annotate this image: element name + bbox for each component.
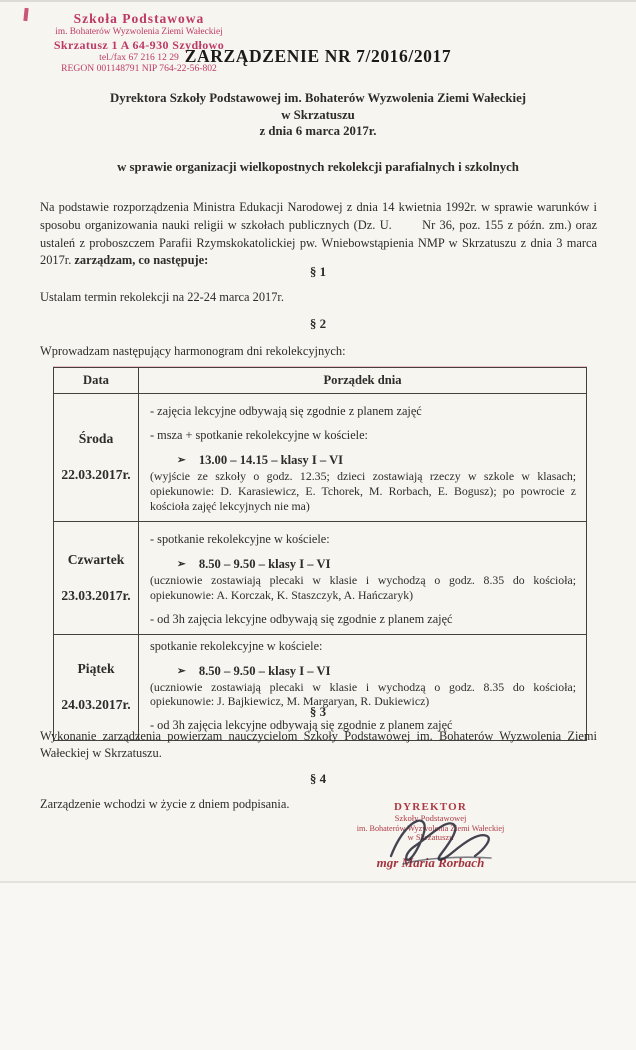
signature-name: mgr Maria Rorbach bbox=[376, 854, 485, 870]
table-row bbox=[54, 634, 587, 741]
section-text-3: Wykonanie zarządzenia powierzam nauczycielom Szkoły Podstawowej im. Bohaterów Wyzwolenia Ziemi Wałeckiej w Skrzatuszu. bbox=[40, 729, 597, 760]
header-row bbox=[54, 368, 587, 394]
stamp-school-name: Szkoła Podstawowa bbox=[73, 11, 205, 26]
section-mark-1: § 1 bbox=[309, 264, 327, 279]
signature-title: DYREKTOR bbox=[394, 801, 467, 813]
subtitle-date: z dnia 6 marca 2017r. bbox=[259, 124, 377, 139]
signature-school-line: Szkoły Podstawowej bbox=[394, 812, 467, 823]
schedule-line-time bbox=[177, 664, 576, 679]
column-header-agenda: Porządek dnia bbox=[139, 368, 587, 394]
column-header-date: Data bbox=[54, 368, 139, 394]
schedule-line-time bbox=[177, 453, 576, 468]
schedule-line-note: (wyjście ze szkoły o godz. 12.35; dzieci zostawiają rzeczy w szkole w klasach; opiekunowie: D. Karasiewicz, E. Tchorek, M. Rorbach, E. Bogusz); po powrocie z kościoła zajęć lekcyjnych nie ma) bbox=[150, 469, 576, 513]
blank-bottom-area bbox=[0, 883, 636, 1050]
day-date: 22.03.2017r. bbox=[61, 467, 131, 483]
schedule-line-plain: spotkanie rekolekcyjne w kościele: bbox=[150, 638, 323, 653]
schedule-line-time bbox=[177, 557, 576, 572]
signature-place-line: w Skrzatuszu bbox=[407, 831, 454, 842]
schedule-line-dash: - zajęcia lekcyjne odbywają się zgodnie z planem zajęć bbox=[150, 404, 422, 418]
day-date: 24.03.2017r. bbox=[61, 697, 131, 713]
time-range-text: 13.00 – 14.15 – klasy I – VI bbox=[198, 453, 344, 467]
schedule-line-dash: - od 3h zajęcia lekcyjne odbywają się zgodnie z planem zajęć bbox=[150, 718, 453, 733]
preamble-bold-text: zarządzam, co następuje: bbox=[74, 253, 209, 268]
table-row bbox=[54, 394, 587, 522]
document-subtitle bbox=[0, 90, 636, 140]
arrow-bullet-icon: ➢ bbox=[177, 558, 186, 570]
schedule-line-dash: - od 3h zajęcia lekcyjne odbywają się zgodnie z planem zajęć bbox=[150, 611, 453, 626]
stamp-address-line: Skrzatusz 1 A 64-930 Szydłowo bbox=[53, 37, 225, 52]
section-text-1: Ustalam termin rekolekcji na 22-24 marca 2017r. bbox=[40, 290, 284, 304]
section-mark-3: § 3 bbox=[309, 704, 327, 719]
schedule-table-body bbox=[54, 394, 587, 741]
schedule-table-wrap bbox=[53, 367, 587, 741]
subtitle-place: w Skrzatuszu bbox=[281, 107, 355, 122]
scan-top-edge bbox=[0, 0, 636, 2]
section-mark-4: § 4 bbox=[309, 771, 327, 786]
section-text-2: Wprowadzam następujący harmonogram dni rekolekcyjnych: bbox=[40, 344, 346, 358]
preamble-text: Na podstawie rozporządzenia Ministra Edukacji Narodowej z dnia 14 kwietnia 1992r. w sprawie warunków i sposobu organizowania nauki religii w szkołach publicznych (Dz. U. Nr 36, poz. 155 z późn. zm.) oraz ustaleń z proboszczem Parafii Rzymskokatolickiej pw. Wniebowstąpienia NMP w Skrzatuszu z dnia 3 marca 2017r. bbox=[40, 200, 597, 268]
preamble-paragraph bbox=[40, 199, 597, 269]
schedule-table-head bbox=[54, 368, 587, 394]
day-date: 23.03.2017r. bbox=[61, 587, 131, 603]
subtitle-issuer: Dyrektora Szkoły Podstawowej im. Bohaterów Wyzwolenia Ziemi Wałeckiej bbox=[109, 91, 527, 105]
document-title: ZARZĄDZENIE NR 7/2016/2017 bbox=[184, 46, 452, 66]
time-range-text: 8.50 – 9.50 – klasy I – VI bbox=[198, 556, 331, 571]
time-range-text: 8.50 – 9.50 – klasy I – VI bbox=[198, 663, 331, 678]
signature-patron-line: im. Bohaterów Wyzwolenia Ziemi Wałeckiej bbox=[356, 823, 505, 833]
agenda-cell bbox=[139, 634, 587, 741]
stamp-phone-line: tel./fax 67 216 12 29 bbox=[99, 52, 179, 64]
document-subject: w sprawie organizacji wielkopostnych rekolekcji parafialnych i szkolnych bbox=[117, 160, 519, 174]
day-name: Czwartek bbox=[67, 551, 125, 567]
director-signature-stamp bbox=[338, 801, 523, 871]
day-name: Środa bbox=[78, 431, 114, 447]
arrow-bullet-icon: ➢ bbox=[177, 665, 186, 677]
day-cell bbox=[54, 521, 139, 634]
schedule-line-note: (uczniowie zostawiają plecaki w klasie i wychodzą o godz. 8.35 do kościoła; opiekunowie: A. Korczak, K. Staszczyk, A. Hańczaryk) bbox=[150, 572, 576, 602]
section-text-4: Zarządzenie wchodzi w życie z dniem podpisania. bbox=[40, 797, 290, 811]
schedule-line-note: (uczniowie zostawiają plecaki w klasie i wychodzą o godz. 8.35 do kościoła; opiekunowie: J. Bajkiewicz, M. Margaryan, R. Dukiewicz) bbox=[150, 679, 576, 709]
day-cell bbox=[54, 394, 139, 522]
stamp-regon-nip-line: REGON 001148791 NIP 764-22-56-802 bbox=[61, 63, 217, 75]
stamp-patron-line: im. Bohaterów Wyzwolenia Ziemi Wałeckiej bbox=[55, 26, 223, 37]
table-row bbox=[54, 521, 587, 634]
day-name: Piątek bbox=[77, 661, 115, 677]
agenda-cell bbox=[139, 394, 587, 522]
section-mark-2: § 2 bbox=[309, 316, 327, 331]
day-cell bbox=[54, 634, 139, 741]
schedule-line-dash: - spotkanie rekolekcyjne w kościele: bbox=[150, 531, 330, 546]
agenda-cell bbox=[139, 521, 587, 634]
schedule-line-dash: - msza + spotkanie rekolekcyjne w kościele: bbox=[150, 428, 368, 442]
arrow-bullet-icon: ➢ bbox=[177, 455, 186, 466]
schedule-table bbox=[53, 367, 587, 741]
